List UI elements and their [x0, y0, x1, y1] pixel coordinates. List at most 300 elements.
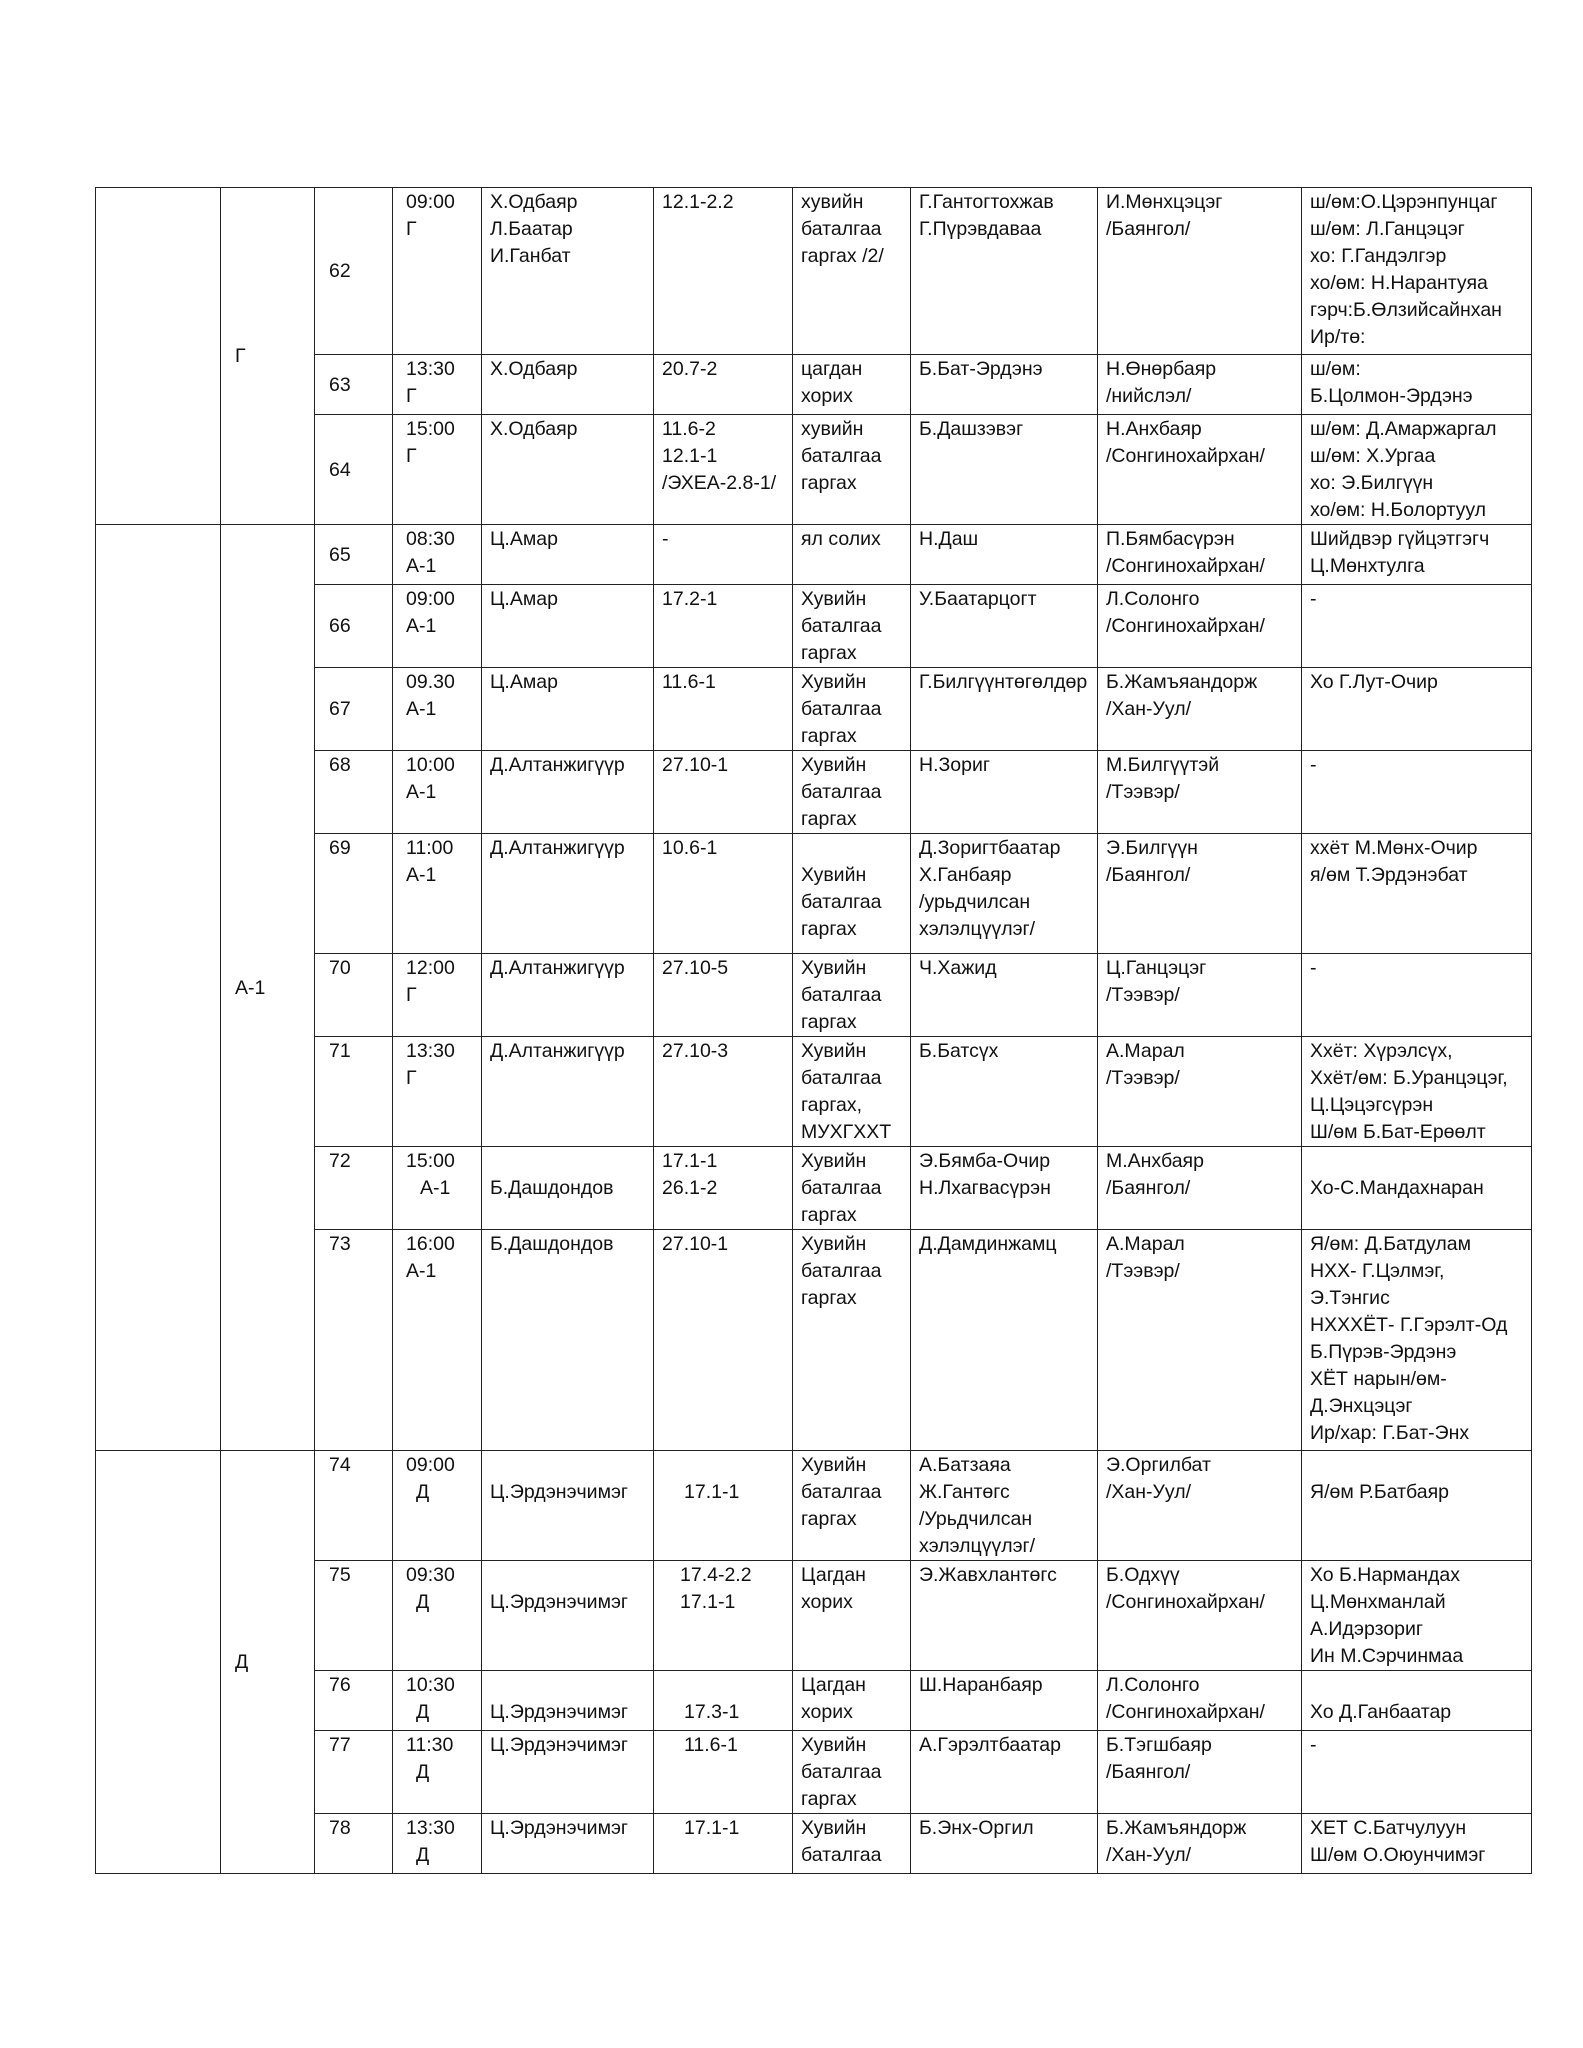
defendant-cell — [911, 585, 1098, 668]
case-number-cell: 66 — [315, 585, 393, 668]
judge-cell — [482, 188, 654, 355]
participants-line: - — [1310, 957, 1317, 979]
time-line: 12:00 — [406, 957, 455, 979]
defendant-cell — [911, 1147, 1098, 1230]
judge-cell — [482, 1147, 654, 1230]
time-line: 10:30 — [406, 1674, 455, 1696]
participants-line: гэрч:Б.Өлзийсайнхан — [1310, 299, 1502, 321]
defendant-line: Ш.Наранбаяр — [919, 1674, 1043, 1696]
defendant-line: Б.Батсүх — [919, 1040, 999, 1062]
participants-line: Хо-С.Мандахнаран — [1310, 1177, 1484, 1199]
type-line: баталгаа — [801, 698, 882, 720]
prosecutor-cell — [1098, 1037, 1302, 1147]
time-line: 09:00 — [406, 588, 455, 610]
time-cell — [393, 188, 482, 355]
time-line: А-1 — [406, 555, 437, 577]
participants-line: хо: Э.Билгүүн — [1310, 472, 1434, 494]
prosecutor-line: Б.Жамъяндорж — [1106, 1817, 1247, 1839]
type-line: гаргах — [801, 1011, 857, 1033]
time-line: Г — [406, 385, 417, 407]
participants-line: - — [1310, 1734, 1317, 1756]
type-cell — [793, 188, 911, 355]
type-line: баталгаа — [801, 1844, 882, 1866]
article-cell — [654, 1230, 793, 1451]
article-cell — [654, 954, 793, 1037]
participants-line: ХЕТ С.Батчулуун — [1310, 1817, 1467, 1839]
participants-line: Ххёт/өм: Б.Уранцэцэг, — [1310, 1067, 1508, 1089]
type-line: баталгаа — [801, 1067, 882, 1089]
defendant-line: У.Баатарцогт — [919, 588, 1037, 610]
prosecutor-line: /Тээвэр/ — [1106, 781, 1180, 803]
type-cell — [793, 1671, 911, 1731]
prosecutor-line: Л.Солонго — [1106, 1674, 1200, 1696]
time-cell — [393, 1230, 482, 1451]
participants-line: ш/өм: — [1310, 358, 1361, 380]
type-line: МУХГХХТ — [801, 1121, 892, 1143]
article-cell — [654, 834, 793, 954]
defendant-cell — [911, 1814, 1098, 1874]
type-cell — [793, 668, 911, 751]
time-line: А-1 — [420, 1177, 451, 1199]
judge-cell — [482, 668, 654, 751]
article-line: 27.10-1 — [662, 754, 729, 776]
prosecutor-line: /Хан-Уул/ — [1106, 1481, 1192, 1503]
judge-line: Ц.Эрдэнэчимэг — [490, 1734, 629, 1756]
type-line: баталгаа — [801, 445, 882, 467]
prosecutor-cell — [1098, 1671, 1302, 1731]
prosecutor-line: /Хан-Уул/ — [1106, 698, 1192, 720]
time-line: А-1 — [406, 1260, 437, 1282]
defendant-line: Х.Ганбаяр — [919, 864, 1012, 886]
judge-cell — [482, 1731, 654, 1814]
prosecutor-line: М.Билгүүтэй — [1106, 754, 1220, 776]
type-line: гаргах — [801, 1788, 857, 1810]
type-cell — [793, 1731, 911, 1814]
participants-line: Хо Д.Ганбаатар — [1310, 1701, 1452, 1723]
case-number-cell: 67 — [315, 668, 393, 751]
time-cell — [393, 1451, 482, 1561]
time-line: Г — [406, 1067, 417, 1089]
defendant-line: Б.Бат-Эрдэнэ — [919, 358, 1043, 380]
time-line: Д — [416, 1591, 430, 1613]
type-cell — [793, 751, 911, 834]
type-cell — [793, 525, 911, 585]
type-cell — [793, 415, 911, 525]
participants-line: ш/өм: Л.Ганцэцэг — [1310, 218, 1465, 240]
prosecutor-cell — [1098, 834, 1302, 954]
defendant-line: Н.Лхагвасүрэн — [919, 1177, 1051, 1199]
type-line: баталгаа — [801, 218, 882, 240]
prosecutor-line: /Тээвэр/ — [1106, 1067, 1180, 1089]
article-line: 17.3-1 — [684, 1701, 740, 1723]
participants-line: Б.Цолмон-Эрдэнэ — [1310, 385, 1473, 407]
article-cell — [654, 585, 793, 668]
type-line: хувийн — [801, 418, 864, 440]
participants-line: я/өм Т.Эрдэнэбат — [1310, 864, 1468, 886]
judge-line: Х.Одбаяр — [490, 418, 578, 440]
judge-cell — [482, 954, 654, 1037]
participants-line — [1310, 1452, 1523, 1479]
article-line: 17.1-1 — [662, 1150, 718, 1172]
time-line: А-1 — [406, 615, 437, 637]
article-cell — [654, 1814, 793, 1874]
participants-line: Хо Б.Нармандах — [1310, 1564, 1461, 1586]
time-line: 10:00 — [406, 754, 455, 776]
type-line: гаргах — [801, 472, 857, 494]
defendant-line: Э.Жавхлантөгс — [919, 1564, 1057, 1586]
prosecutor-line: М.Анхбаяр — [1106, 1150, 1204, 1172]
type-line: гаргах, — [801, 1094, 863, 1116]
time-line: Г — [406, 218, 417, 240]
participants-cell — [1302, 525, 1532, 585]
judge-line: Ц.Амар — [490, 671, 558, 693]
prosecutor-line: Л.Солонго — [1106, 588, 1200, 610]
article-line: 10.6-1 — [662, 837, 718, 859]
article-cell — [654, 751, 793, 834]
time-line: А-1 — [406, 864, 437, 886]
participants-cell — [1302, 355, 1532, 415]
defendant-line: Н.Даш — [919, 528, 979, 550]
participants-line — [1310, 1148, 1523, 1175]
time-line: 11:00 — [406, 837, 454, 859]
time-cell — [393, 668, 482, 751]
type-line: баталгаа — [801, 1761, 882, 1783]
time-line: Д — [416, 1761, 430, 1783]
participants-line: Ххёт: Хүрэлсүх, — [1310, 1040, 1453, 1062]
article-line: 17.1-1 — [680, 1591, 736, 1613]
defendant-line: /Урьдчилсан — [919, 1508, 1033, 1530]
time-line: 09:30 — [406, 1564, 455, 1586]
type-line: ял солих — [801, 528, 881, 550]
prosecutor-line: /Сонгинохайрхан/ — [1106, 615, 1265, 637]
case-number-cell: 74 — [315, 1451, 393, 1561]
type-cell — [793, 1230, 911, 1451]
type-line: гаргах /2/ — [801, 245, 884, 267]
article-line: /ЭХЕА-2.8-1/ — [662, 472, 777, 494]
case-number-cell: 76 — [315, 1671, 393, 1731]
participants-line: ххёт М.Мөнх-Очир — [1310, 837, 1478, 859]
article-cell — [654, 415, 793, 525]
prosecutor-cell — [1098, 668, 1302, 751]
judge-line: Ц.Эрдэнэчимэг — [490, 1591, 629, 1613]
prosecutor-line: Ц.Ганцэцэг — [1106, 957, 1207, 979]
article-cell — [654, 188, 793, 355]
type-line: цагдан — [801, 358, 863, 380]
prosecutor-cell — [1098, 954, 1302, 1037]
participants-line: - — [1310, 754, 1317, 776]
participants-cell — [1302, 1037, 1532, 1147]
participants-cell — [1302, 188, 1532, 355]
type-line: гаргах — [801, 725, 857, 747]
case-number-cell: 62 — [315, 188, 393, 355]
case-number-cell: 72 — [315, 1147, 393, 1230]
type-line: Хувийн — [801, 588, 867, 610]
defendant-cell — [911, 834, 1098, 954]
participants-line: Б.Пүрэв-Эрдэнэ — [1310, 1341, 1457, 1363]
article-line: 11.6-2 — [662, 418, 716, 440]
prosecutor-line: Э.Билгүүн — [1106, 837, 1198, 859]
table-row — [96, 525, 1532, 585]
defendant-cell — [911, 954, 1098, 1037]
article-cell — [654, 525, 793, 585]
participants-line: Шийдвэр гүйцэтгэгч — [1310, 528, 1490, 550]
judge-line — [490, 1562, 645, 1589]
prosecutor-line: Н.Өнөрбаяр — [1106, 358, 1217, 380]
defendant-cell — [911, 1671, 1098, 1731]
article-cell — [654, 355, 793, 415]
participants-cell — [1302, 668, 1532, 751]
defendant-line: Ж.Гантөгс — [919, 1481, 1010, 1503]
defendant-line: А.Гэрэлтбаатар — [919, 1734, 1061, 1756]
time-line: А-1 — [406, 781, 437, 803]
article-line: - — [662, 528, 669, 550]
defendant-cell — [911, 1037, 1098, 1147]
case-number-cell: 68 — [315, 751, 393, 834]
judge-line: Х.Одбаяр — [490, 191, 578, 213]
defendant-line: Д.Дамдинжамц — [919, 1233, 1057, 1255]
type-line: Цагдан — [801, 1564, 866, 1586]
judge-cell — [482, 1451, 654, 1561]
article-line — [662, 1452, 784, 1479]
participants-line: Ц.Мөнхманлай — [1310, 1591, 1446, 1613]
case-number-cell: 71 — [315, 1037, 393, 1147]
judge-cell — [482, 525, 654, 585]
participants-line: Ш/өм Б.Бат-Ерөөлт — [1310, 1121, 1486, 1143]
prosecutor-line: /Хан-Уул/ — [1106, 1844, 1192, 1866]
article-line: 11.6-1 — [662, 671, 716, 693]
participants-line: хо/өм: Н.Нарантуяа — [1310, 272, 1488, 294]
judge-line: Ц.Амар — [490, 528, 558, 550]
time-line: А-1 — [406, 698, 437, 720]
time-line: 08:30 — [406, 528, 455, 550]
type-cell — [793, 355, 911, 415]
defendant-cell — [911, 525, 1098, 585]
case-number-cell: 69 — [315, 834, 393, 954]
article-cell — [654, 1037, 793, 1147]
judge-line: Д.Алтанжигүүр — [490, 957, 625, 979]
judge-line: И.Ганбат — [490, 245, 571, 267]
participants-cell — [1302, 1230, 1532, 1451]
time-line: Д — [416, 1481, 430, 1503]
prosecutor-line: И.Мөнхцэцэг — [1106, 191, 1223, 213]
type-line: гаргах — [801, 808, 857, 830]
courtroom-group-cell: Г — [221, 188, 315, 525]
judge-line: Д.Алтанжигүүр — [490, 837, 625, 859]
judge-cell — [482, 1037, 654, 1147]
hearing-schedule-table — [95, 187, 1532, 1874]
prosecutor-line: /Баянгол/ — [1106, 1761, 1191, 1783]
article-line — [662, 1672, 784, 1699]
type-line: баталгаа — [801, 781, 882, 803]
type-line — [801, 835, 902, 862]
defendant-line: Н.Зориг — [919, 754, 990, 776]
type-cell — [793, 1814, 911, 1874]
defendant-cell — [911, 1731, 1098, 1814]
participants-cell — [1302, 1814, 1532, 1874]
prosecutor-line: А.Марал — [1106, 1040, 1185, 1062]
type-line: баталгаа — [801, 1260, 882, 1282]
type-line: Хувийн — [801, 1454, 867, 1476]
type-line: Хувийн — [801, 864, 867, 886]
time-line: 09.30 — [406, 671, 455, 693]
type-line: хорих — [801, 385, 853, 407]
time-cell — [393, 1814, 482, 1874]
schedule-body — [96, 188, 1532, 1874]
defendant-line: А.Батзаяа — [919, 1454, 1011, 1476]
type-line: Хувийн — [801, 671, 867, 693]
time-line: 09:00 — [406, 191, 455, 213]
defendant-line: Ч.Хажид — [919, 957, 997, 979]
article-line: 17.2-1 — [662, 588, 718, 610]
defendant-cell — [911, 1230, 1098, 1451]
type-line: хорих — [801, 1591, 853, 1613]
prosecutor-line: /Тээвэр/ — [1106, 1260, 1180, 1282]
time-line: 15:00 — [406, 418, 455, 440]
type-cell — [793, 1147, 911, 1230]
defendant-line: /урьдчилсан — [919, 891, 1031, 913]
prosecutor-cell — [1098, 585, 1302, 668]
type-line: гаргах — [801, 642, 857, 664]
prosecutor-line: Б.Жамъяандорж — [1106, 671, 1258, 693]
prosecutor-cell — [1098, 1731, 1302, 1814]
defendant-cell — [911, 355, 1098, 415]
participants-line: - — [1310, 588, 1317, 610]
participants-cell — [1302, 1561, 1532, 1671]
defendant-line: Б.Дашзэвэг — [919, 418, 1024, 440]
time-line: 09:00 — [406, 1454, 455, 1476]
article-line: 12.1-1 — [662, 445, 718, 467]
type-line: Хувийн — [801, 957, 867, 979]
judge-cell — [482, 585, 654, 668]
participants-line: Д.Энхцэцэг — [1310, 1395, 1413, 1417]
judge-cell — [482, 834, 654, 954]
prosecutor-cell — [1098, 1147, 1302, 1230]
table-row — [96, 188, 1532, 355]
prosecutor-line: /Тээвэр/ — [1106, 984, 1180, 1006]
article-cell — [654, 1561, 793, 1671]
prosecutor-line: /Сонгинохайрхан/ — [1106, 555, 1265, 577]
type-line: хорих — [801, 1701, 853, 1723]
blank-margin-cell — [96, 188, 221, 525]
participants-line: А.Идэрзориг — [1310, 1618, 1424, 1640]
type-line: Цагдан — [801, 1674, 866, 1696]
judge-line: Б.Дашдондов — [490, 1177, 614, 1199]
time-line: Д — [416, 1701, 430, 1723]
time-cell — [393, 1561, 482, 1671]
type-cell — [793, 585, 911, 668]
judge-line — [490, 1148, 645, 1175]
judge-cell — [482, 1671, 654, 1731]
case-number-cell: 65 — [315, 525, 393, 585]
judge-cell — [482, 1230, 654, 1451]
defendant-line: хэлэлцүүлэг/ — [919, 1535, 1036, 1557]
article-line: 27.10-1 — [662, 1233, 729, 1255]
type-line: баталгаа — [801, 1481, 882, 1503]
participants-line: ХЁТ нарын/өм- — [1310, 1368, 1447, 1390]
type-line: баталгаа — [801, 984, 882, 1006]
prosecutor-cell — [1098, 188, 1302, 355]
judge-cell — [482, 1814, 654, 1874]
time-line: 13:30 — [406, 358, 455, 380]
article-line: 20.7-2 — [662, 358, 718, 380]
defendant-line: Д.Зоригтбаатар — [919, 837, 1061, 859]
time-cell — [393, 834, 482, 954]
judge-cell — [482, 415, 654, 525]
article-line: 27.10-3 — [662, 1040, 729, 1062]
participants-line: Ц.Мөнхтулга — [1310, 555, 1425, 577]
defendant-cell — [911, 1561, 1098, 1671]
article-line: 11.6-1 — [684, 1734, 738, 1756]
prosecutor-line: /Сонгинохайрхан/ — [1106, 1701, 1265, 1723]
case-number-cell: 70 — [315, 954, 393, 1037]
participants-line: Я/өм Р.Батбаяр — [1310, 1481, 1450, 1503]
time-line: 11:30 — [406, 1734, 454, 1756]
case-number-cell: 78 — [315, 1814, 393, 1874]
type-line: гаргах — [801, 1204, 857, 1226]
prosecutor-line: /Сонгинохайрхан/ — [1106, 445, 1265, 467]
time-cell — [393, 1731, 482, 1814]
article-cell — [654, 1731, 793, 1814]
prosecutor-line: Б.Одхүү — [1106, 1564, 1180, 1586]
judge-line: Б.Дашдондов — [490, 1233, 614, 1255]
participants-cell — [1302, 1671, 1532, 1731]
article-line: 12.1-2.2 — [662, 191, 734, 213]
time-cell — [393, 1037, 482, 1147]
defendant-cell — [911, 415, 1098, 525]
type-line: Хувийн — [801, 1734, 867, 1756]
article-line: 17.1-1 — [684, 1817, 740, 1839]
article-line: 26.1-2 — [662, 1177, 718, 1199]
time-line: 16:00 — [406, 1233, 455, 1255]
article-cell — [654, 1147, 793, 1230]
prosecutor-cell — [1098, 1230, 1302, 1451]
article-line: 17.1-1 — [684, 1481, 740, 1503]
article-cell — [654, 1671, 793, 1731]
prosecutor-cell — [1098, 525, 1302, 585]
time-cell — [393, 355, 482, 415]
prosecutor-line: /Сонгинохайрхан/ — [1106, 1591, 1265, 1613]
participants-cell — [1302, 834, 1532, 954]
judge-line: Д.Алтанжигүүр — [490, 754, 625, 776]
type-line: баталгаа — [801, 1177, 882, 1199]
time-cell — [393, 1147, 482, 1230]
participants-line: НХХ- Г.Цэлмэг, — [1310, 1260, 1445, 1282]
time-cell — [393, 1671, 482, 1731]
courtroom-group-cell: А-1 — [221, 525, 315, 1451]
prosecutor-cell — [1098, 751, 1302, 834]
prosecutor-line: /Баянгол/ — [1106, 1177, 1191, 1199]
time-cell — [393, 585, 482, 668]
participants-line: Ц.Цэцэгсүрэн — [1310, 1094, 1434, 1116]
judge-line: Ц.Эрдэнэчимэг — [490, 1481, 629, 1503]
judge-line: Ц.Амар — [490, 588, 558, 610]
participants-line: Ин М.Сэрчинмаа — [1310, 1645, 1464, 1667]
type-line: хувийн — [801, 191, 864, 213]
participants-line: Я/өм: Д.Батдулам — [1310, 1233, 1472, 1255]
defendant-line: Г.Гантогтохжав — [919, 191, 1054, 213]
case-number-cell: 75 — [315, 1561, 393, 1671]
judge-line: Ц.Эрдэнэчимэг — [490, 1701, 629, 1723]
type-line: Хувийн — [801, 1040, 867, 1062]
time-cell — [393, 415, 482, 525]
time-line: Г — [406, 984, 417, 1006]
time-line: Г — [406, 445, 417, 467]
judge-line — [490, 1672, 645, 1699]
type-line: Хувийн — [801, 1150, 867, 1172]
type-cell — [793, 1037, 911, 1147]
judge-line: Д.Алтанжигүүр — [490, 1040, 625, 1062]
defendant-line: Г.Билгүүнтөгөлдөр — [919, 671, 1088, 693]
